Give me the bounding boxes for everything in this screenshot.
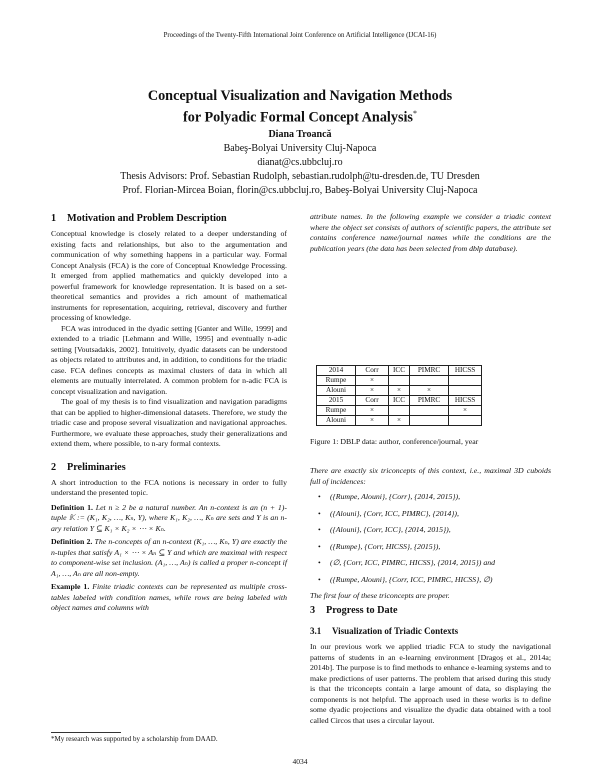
list-item: • ({Alouni}, {Corr, ICC}, {2014, 2015}), [310, 525, 551, 536]
dblp-cross-table [316, 365, 482, 426]
table-cell: × [356, 376, 389, 386]
definition-2-label: Definition 2. [51, 537, 93, 546]
section-3-heading [310, 604, 551, 617]
author-block [0, 128, 600, 198]
table-cell: × [449, 406, 482, 416]
table-cell [389, 376, 410, 386]
author-email: dianat@cs.ubbcluj.ro [257, 157, 343, 168]
advisors-line-1: Thesis Advisors: Prof. Sebastian Rudolph, sebastian.rudolph@tu-dresden.de, TU Dresden [120, 171, 480, 182]
table-cell [410, 406, 449, 416]
title-line-2: for Polyadic Formal Concept Analysis [183, 109, 413, 126]
footnote: *My research was supported by a scholarship from DAAD. [51, 735, 218, 743]
left-column [51, 212, 287, 614]
example-1 [51, 582, 287, 614]
table-col-header: Corr [356, 396, 389, 406]
title-footnote-mark: * [412, 109, 417, 118]
table-cell: × [389, 416, 410, 426]
title-line-1: Conceptual Visualization and Navigation Methods [147, 88, 453, 104]
table-cell: × [356, 406, 389, 416]
list-item: • ({Rumpe, Alouni}, {Corr}, {2014, 2015}), [310, 492, 551, 503]
table-cell [410, 376, 449, 386]
section-2-heading [51, 461, 287, 474]
table-col-header: HICSS [449, 366, 482, 376]
page-number: 4034 [292, 757, 308, 766]
figure-1-caption: Figure 1: DBLP data: author, conference/journal, year [310, 437, 479, 446]
table-cell: × [356, 416, 389, 426]
table-cell: × [389, 386, 410, 396]
table-cell [449, 416, 482, 426]
table-row-label: Rumpe [317, 376, 356, 386]
table-cell [410, 416, 449, 426]
section-1-para-1: Conceptual knowledge is closely related to a deeper understanding of existing facts and relationships, but also to the argumentation and communication of why something happens in a particular way. Formal Concept Analysis (FCA) is the core of Conceptual Knowledge Processing. It emerged from applied mathematics and quickly developed into a powerful framework for knowledge representation. It is based on a set-theoretical semantics and provides a rich amount of mathematical instruments for representation, acquiring, retrieval, discovery and further processing of knowledge. [51, 229, 287, 322]
table-col-header: ICC [389, 396, 410, 406]
triconcepts-intro: There are exactly six triconcepts of this context, i.e., maximal 3D cuboids full of incidences: [310, 466, 551, 486]
table-cell [389, 406, 410, 416]
triconcepts-after: The first four of these triconcepts are proper. [310, 591, 450, 600]
advisors-line-2: Prof. Florian-Mircea Boian, florin@cs.ubbcluj.ro, Babeş-Bolyai University Cluj-Napoca [122, 185, 478, 196]
section-2-para-1: A short introduction to the FCA notions is necessary in order to fully understand the presented topic. [51, 477, 287, 497]
section-3 [310, 604, 551, 726]
table-cell: × [356, 386, 389, 396]
definition-1-label: Definition 1. [51, 502, 93, 512]
section-2-number: 2 [51, 461, 57, 473]
right-intro-paragraph: attribute names. In the following example we consider a triadic context where the object set consists of authors of scientific papers, the attribute set contains conference name/journal names while the conditions are the publication years (the data has been selected from dblp database). [310, 212, 551, 253]
author-affiliation: Babeş-Bolyai University Cluj-Napoca [223, 143, 377, 154]
author-name: Diana Troancă [268, 129, 332, 140]
definition-2-text: The n-concepts of an n-context (K₁, …, Kₙ, Y) are exactly the n-tuples that satisfy A₁ × ⋯ × Aₙ ⊆ Y and which are maximal with respect to component-wise set inclusion. (A₁, …, Aₙ) is called a proper n-concept if A₁, …, Aₙ are all non-empty. [51, 537, 288, 578]
example-1-label: Example 1. [51, 582, 90, 591]
table-col-header: ICC [389, 366, 410, 376]
section-1-title: Motivation and Problem Description [67, 213, 227, 224]
section-3-para-1: In our previous work we applied triadic FCA to study the navigational patterns of students in an e-learning environment [Dragoş et al., 2014a; 2014b]. The purpose is to find methods to enhance e-learning systems and to make predictions of user patterns. The problem that arised during this study is that the triconcepts contain a large amount of data, so displaying the components is not helpful. The approach used in these works is to define some dyadic projections and visualize the dyadic data obtained with a tool called Circos that uses a circular layout. [310, 642, 551, 725]
table-col-header: Corr [356, 366, 389, 376]
section-2-title: Preliminaries [67, 461, 126, 473]
list-item: • (∅, {Corr, ICC, PIMRC, HICSS}, {2014, 2015}) and [310, 558, 551, 569]
section-1-para-2: FCA was introduced in the dyadic setting [Ganter and Wille, 1999] and extended to a triadic [Lehmann and Wille, 1995] and eventually n-adic setting [Voutsadakis, 2002]. Intuitively, dyadic datasets can be understood as objects related to attributes and, in addition, to conditions for the triadic case. FCA defines concepts as maximal clusters of data in which all elements are mutually interrelated. A common problem for n-adic FCA is concept visualization and navigation. [51, 323, 287, 396]
table-year-cell: 2015 [317, 396, 356, 406]
list-item: • ({Alouni}, {Corr, ICC, PIMRC}, {2014}), [310, 509, 551, 520]
section-1-heading [51, 212, 287, 225]
section-1-number: 1 [51, 213, 57, 224]
table-col-header: HICSS [449, 396, 482, 406]
subsection-3-1-title: Visualization of Triadic Contexts [332, 626, 459, 636]
table-cell: × [410, 386, 449, 396]
table-row-label: Alouni [317, 386, 356, 396]
table-header-row [317, 396, 482, 406]
triconcept-list [310, 492, 551, 585]
table-year-cell: 2014 [317, 366, 356, 376]
table-cell [449, 386, 482, 396]
table-col-header: PIMRC [410, 366, 449, 376]
table-row [317, 376, 482, 386]
table-row [317, 386, 482, 396]
subsection-3-1-heading [310, 625, 551, 637]
example-1-text: Finite triadic contexts can be represented as multiple cross-tables labeled with condition names, while rows are being labeled with object names and columns with [51, 582, 287, 612]
table-cell [449, 376, 482, 386]
definition-1-text: Let n ≥ 2 be a natural number. An n-context is an (n + 1)-tuple 𝕂 := (K₁, K₂, …, Kₙ, Y), where K₁, K₂, …, Kₙ are sets and Y is an n-ary relation Y ⊆ K₁ × K₂ × ⋯ × Kₙ. [51, 502, 287, 533]
table-col-header: PIMRC [410, 396, 449, 406]
definition-1 [51, 503, 287, 535]
table-row-label: Rumpe [317, 406, 356, 416]
footnote-rule [51, 732, 121, 733]
list-item: • ({Rumpe, Alouni}, {Corr, ICC, PIMRC, HICSS}, ∅) [310, 575, 551, 586]
running-header: Proceedings of the Twenty-Fifth International Joint Conference on Artificial Intelligence (IJCAI-16) [163, 32, 437, 39]
list-item: • ({Rumpe}, {Corr, HICSS}, {2015}), [310, 542, 551, 553]
table-row [317, 416, 482, 426]
definition-2 [51, 537, 287, 579]
section-3-number: 3 [310, 605, 316, 616]
section-3-title: Progress to Date [326, 605, 398, 616]
section-1-para-3: The goal of my thesis is to find visualization and navigation paradigms that can be applied to higher-dimensional datasets. Therefore, we study the triadic case and propose several visualization and navigational approaches. Furthermore, we evaluate these approaches, study their generalizations and extend them, where possible, to n-ary formal contexts. [51, 397, 287, 448]
table-header-row [317, 366, 482, 376]
triconcepts-block [310, 466, 551, 602]
table-row [317, 406, 482, 416]
paper-title [0, 88, 600, 127]
table-row-label: Alouni [317, 416, 356, 426]
subsection-3-1-number: 3.1 [310, 626, 322, 636]
